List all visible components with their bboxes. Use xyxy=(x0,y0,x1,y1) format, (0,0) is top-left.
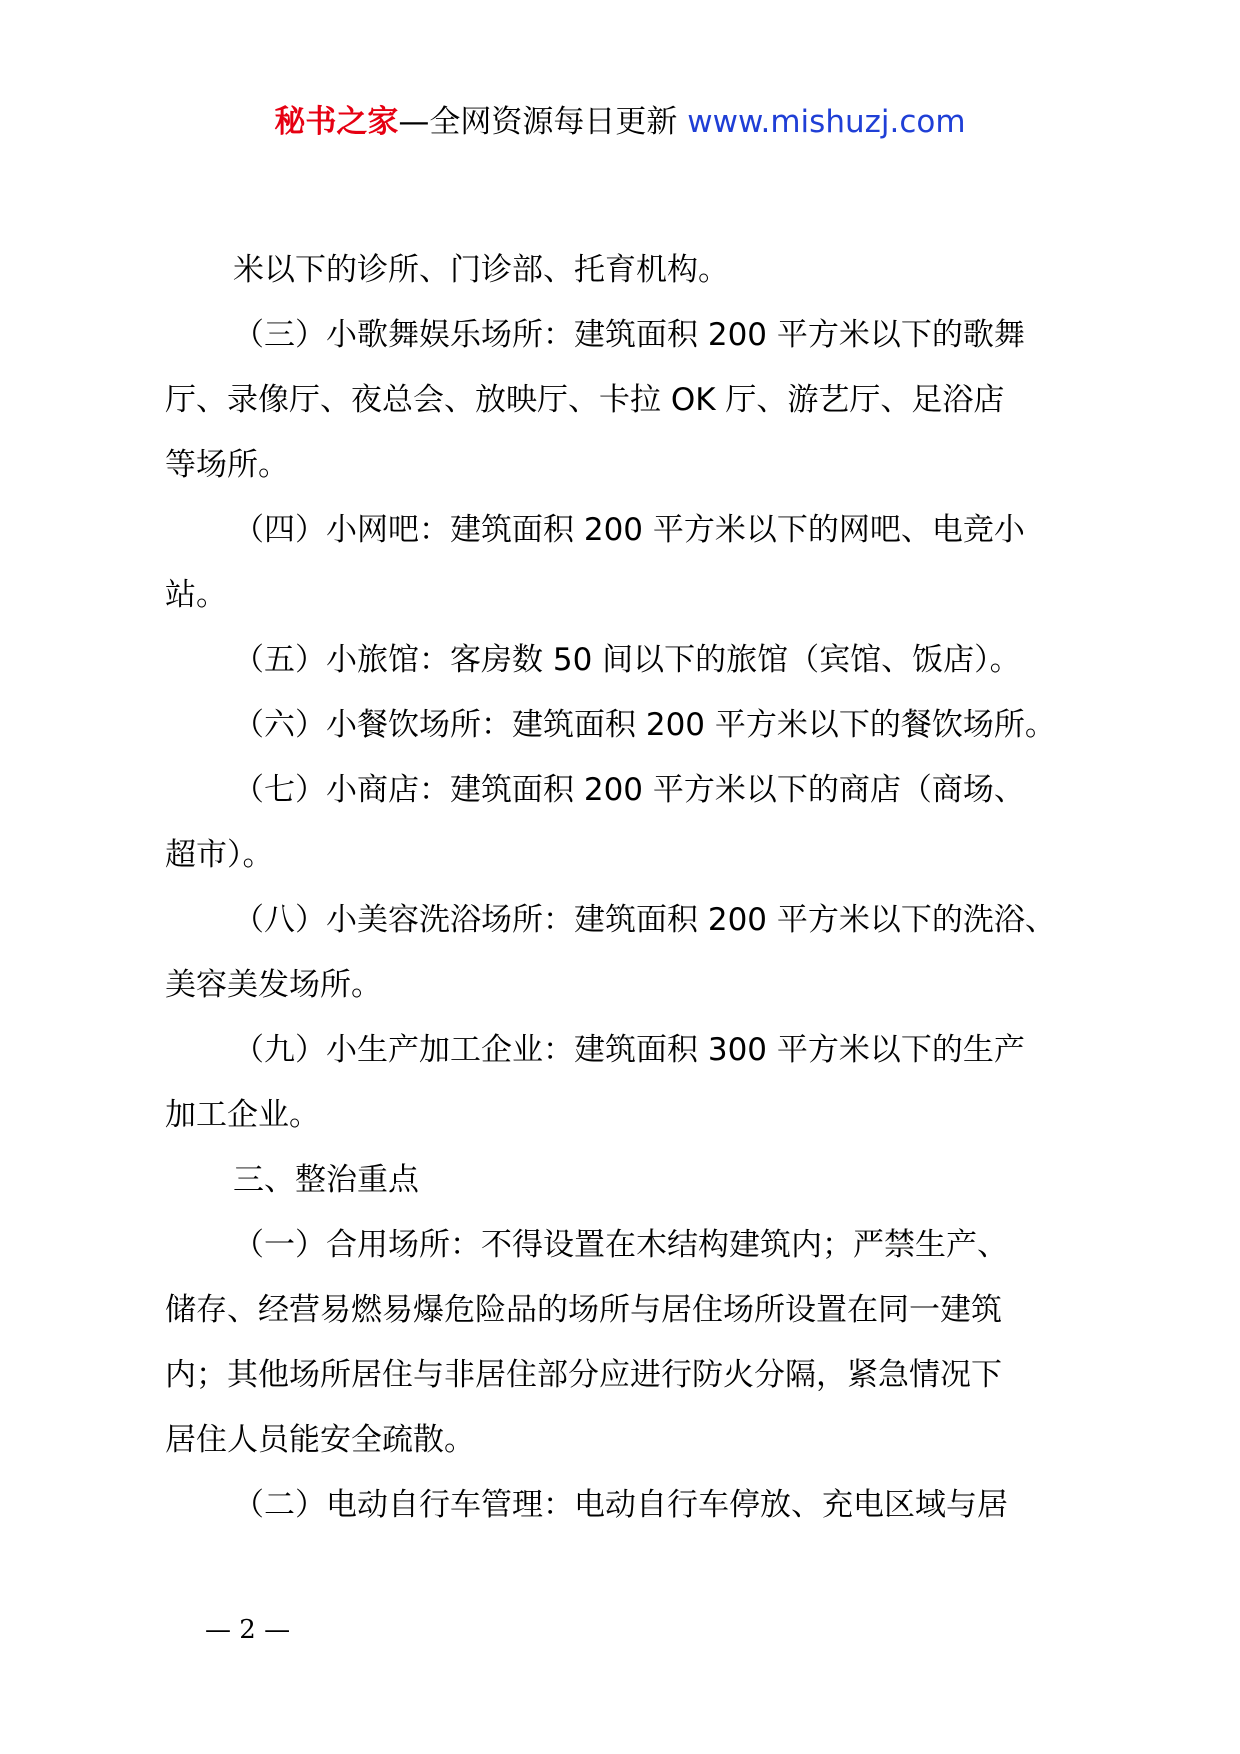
body-line: （二）电动自行车管理：电动自行车停放、充电区域与居 xyxy=(233,1487,1008,1523)
body-line: 美容美发场所。 xyxy=(165,967,382,1003)
body-line: （一）合用场所：不得设置在木结构建筑内；严禁生产、 xyxy=(233,1227,1008,1263)
section-heading: 三、整治重点 xyxy=(233,1162,419,1198)
body-line: 超市）。 xyxy=(165,837,274,873)
site-url-link[interactable]: www.mishuzj.com xyxy=(687,104,966,140)
body-line: （五）小旅馆：客房数 50 间以下的旅馆（宾馆、饭店）。 xyxy=(233,642,1021,678)
site-brand: 秘书之家 xyxy=(274,104,399,140)
body-line: 站。 xyxy=(165,577,227,613)
page-number: — 2 — xyxy=(205,1615,291,1645)
site-tagline: —全网资源每日更新 xyxy=(398,104,678,140)
body-line: （六）小餐饮场所：建筑面积 200 平方米以下的餐饮场所。 xyxy=(233,707,1056,743)
document-body xyxy=(165,238,1095,1538)
body-line: 米以下的诊所、门诊部、托育机构。 xyxy=(233,252,729,288)
body-line: 厅、录像厅、夜总会、放映厅、卡拉 OK 厅、游艺厅、足浴店 xyxy=(165,382,1005,418)
body-line: （七）小商店：建筑面积 200 平方米以下的商店（商场、 xyxy=(233,772,1025,808)
body-line: 内；其他场所居住与非居住部分应进行防火分隔，紧急情况下 xyxy=(165,1357,1002,1393)
body-line: （四）小网吧：建筑面积 200 平方米以下的网吧、电竞小 xyxy=(233,512,1025,548)
body-line: 加工企业。 xyxy=(165,1097,320,1133)
site-header xyxy=(0,100,1240,144)
body-line: 等场所。 xyxy=(165,447,289,483)
body-line: （九）小生产加工企业：建筑面积 300 平方米以下的生产 xyxy=(233,1032,1025,1068)
body-line: 居住人员能安全疏散。 xyxy=(165,1422,475,1458)
body-line: （三）小歌舞娱乐场所：建筑面积 200 平方米以下的歌舞 xyxy=(233,317,1025,353)
body-line: （八）小美容洗浴场所：建筑面积 200 平方米以下的洗浴、 xyxy=(233,902,1056,938)
body-line: 储存、经营易燃易爆危险品的场所与居住场所设置在同一建筑 xyxy=(165,1292,1002,1328)
